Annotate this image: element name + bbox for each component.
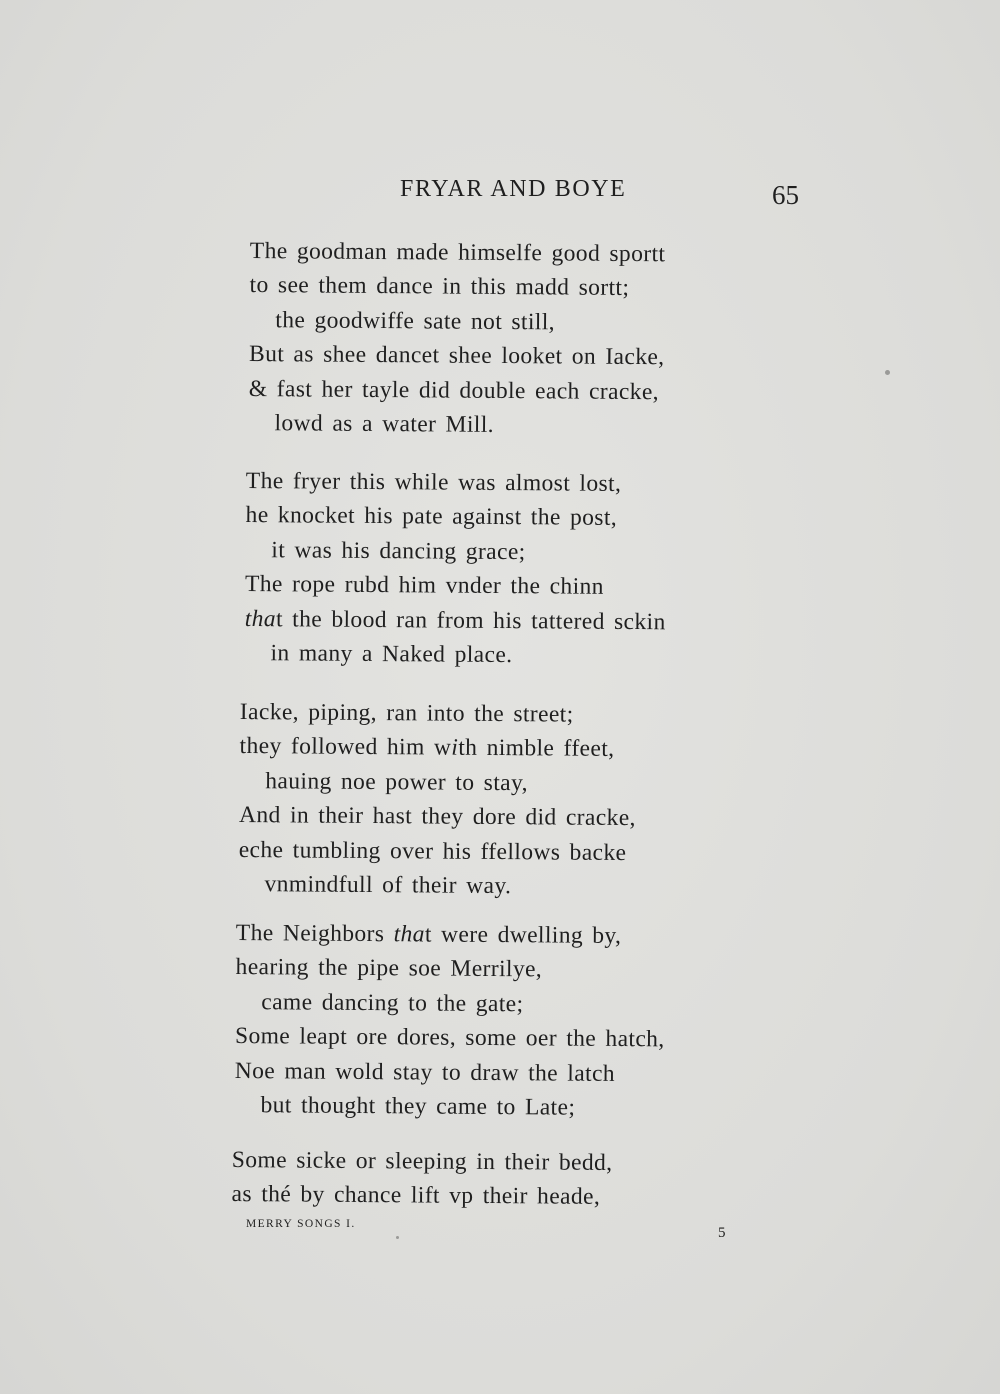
stanza-1 <box>248 234 665 444</box>
poem-line: Some leapt ore dores, some oer the hatch, <box>234 1023 665 1053</box>
poem-line: he knocket his pate against the post, <box>245 502 618 532</box>
poem-line: But as shee dancet shee looket on Iacke, <box>248 341 665 371</box>
poem-line: to see them dance in this madd sortt; <box>249 272 630 302</box>
poem-line: Iacke, piping, ran into the street; <box>239 698 574 728</box>
poem-line: hearing the pipe soe Merrilye, <box>235 954 543 983</box>
line-text: th nimble ffeet, <box>458 735 615 763</box>
poem-line: The fryer this while was almost lost, <box>245 467 622 497</box>
italic-abbreviation: i <box>451 735 459 762</box>
stanza-5 <box>231 1143 612 1215</box>
poem-line: but thought they came to Late; <box>260 1092 576 1121</box>
poem-line: it was his dancing grace; <box>271 537 526 566</box>
poem-line: as thé by chance lift vp their heade, <box>231 1181 601 1211</box>
poem-line: & fast her tayle did double each cracke, <box>248 375 660 405</box>
line-text: they followed him w <box>239 733 452 762</box>
stanza-4 <box>234 916 665 1126</box>
poem-line: lowd as a water Mill. <box>274 410 495 438</box>
poem-line: vnmindfull of their way. <box>264 871 512 900</box>
poem-line <box>245 602 666 640</box>
poem-line: came dancing to the gate; <box>261 989 524 1018</box>
poem-line: The goodman made himselfe good sportt <box>249 237 666 268</box>
line-text: t were dwelling by, <box>424 921 622 950</box>
stanza-3 <box>238 695 636 905</box>
italic-abbreviation: tha <box>244 605 277 632</box>
poem-line <box>239 729 636 767</box>
poem-line: Some sicke or sleeping in their bedd, <box>231 1146 613 1176</box>
poem-line: And in their hast they dore did cracke, <box>238 802 636 832</box>
poem-line: the goodwiffe sate not still, <box>275 307 556 336</box>
page-number: 65 <box>772 180 799 210</box>
stanza-2 <box>244 464 667 674</box>
poem-line: eche tumbling over his ffellows backe <box>238 836 627 866</box>
poem-line: Noe man wold stay to draw the latch <box>234 1057 616 1087</box>
poem-line: The rope rubd him vnder the chinn <box>244 571 604 601</box>
paper-speck <box>396 1236 399 1239</box>
running-title: FRYAR AND BOYE <box>400 176 627 202</box>
paper-speck <box>885 370 890 375</box>
italic-abbreviation: tha <box>393 921 425 948</box>
signature-mark: 5 <box>718 1225 726 1241</box>
line-text: The Neighbors <box>235 919 394 948</box>
poem-line: hauing noe power to stay, <box>265 768 529 797</box>
line-text: t the blood ran from his tattered sckin <box>275 605 666 635</box>
signature-line: MERRY SONGS I. <box>246 1218 356 1230</box>
poem-line: in many a Naked place. <box>270 640 513 669</box>
poem-line <box>236 916 666 954</box>
